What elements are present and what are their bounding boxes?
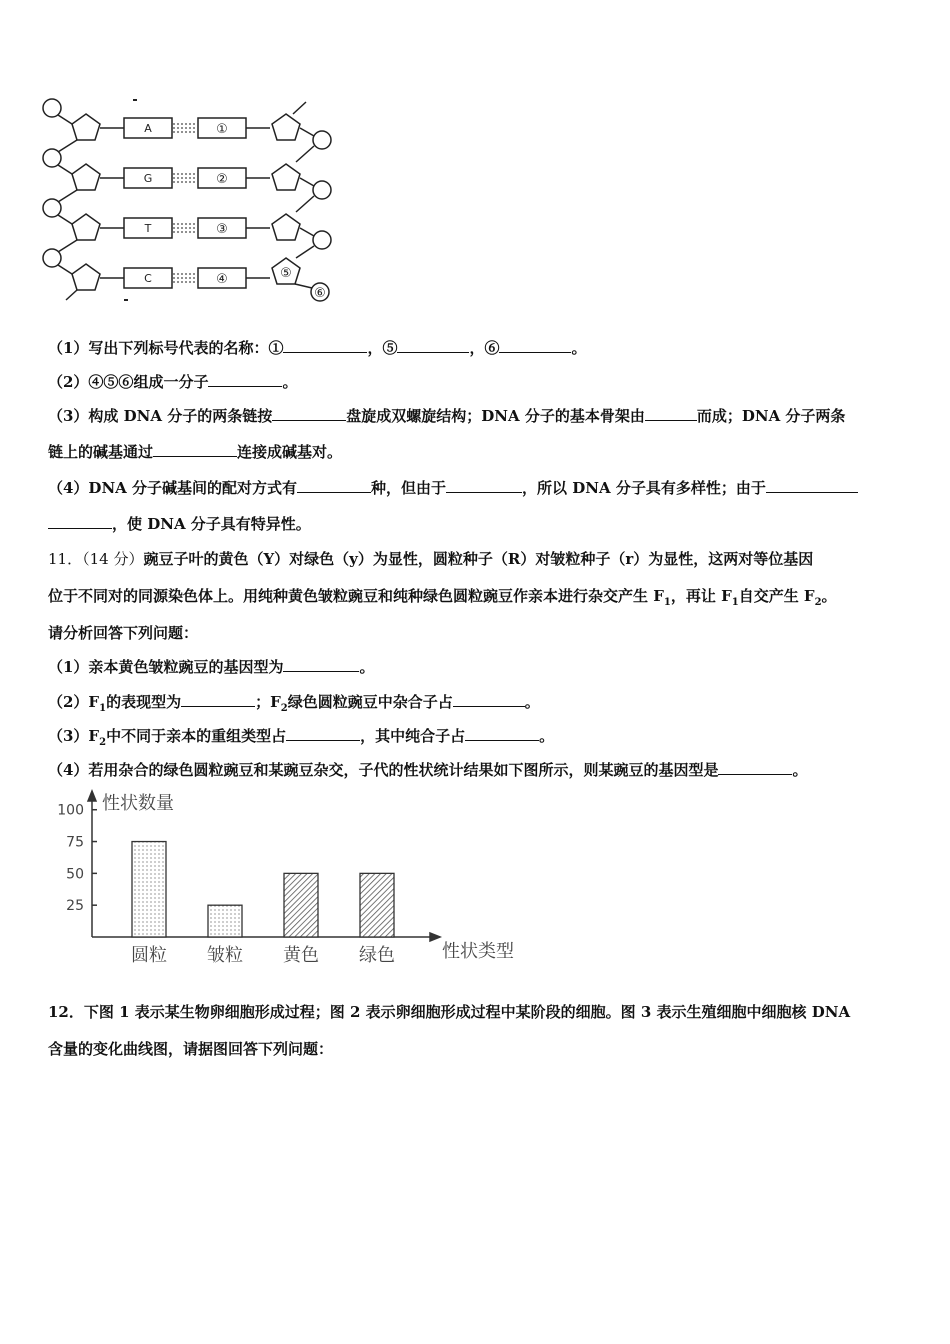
answer-blank[interactable] (283, 338, 367, 353)
answer-blank[interactable] (283, 657, 359, 672)
base-number-label: ③ (216, 222, 228, 237)
y-tick-label: 25 (66, 898, 84, 915)
answer-blank[interactable] (181, 692, 255, 707)
answer-blank[interactable] (286, 726, 360, 741)
answer-blank[interactable] (208, 372, 282, 387)
base-number-label: ② (216, 172, 228, 187)
answer-blank[interactable] (465, 726, 539, 741)
bar-3 (284, 873, 318, 937)
q11-intro-line2: 位于不同对的同源染色体上。用纯种黄色皱粒豌豆和纯种绿色圆粒豌豆作亲本进行杂交产生 $F_1$，再让 $F_1$自交产生 $F_2$。 (48, 587, 837, 608)
q11-part3: $(3)F_2$中不同于亲本的重组类型占 ，其中纯合子占 。 (48, 727, 555, 748)
x-category-label: 圆粒 (131, 945, 167, 966)
answer-blank[interactable] (499, 338, 571, 353)
q10-part1: （1）写出下列标号代表的名称：① ，⑤ ，⑥ 。 (48, 339, 587, 357)
answer-blank[interactable] (446, 478, 522, 493)
q12-line1: 12．下图 1 表示某生物卵细胞形成过程；图 2 表示卵细胞形成过程中某阶段的细胞。图 3 表示生殖细胞中细胞核 DNA (48, 1003, 851, 1021)
q10-part2: （2）④⑤⑥组成一分子 。 (48, 373, 298, 391)
base-label: C (144, 272, 152, 285)
x-category-label: 皱粒 (207, 945, 243, 966)
q11-part2: $(2)F_1$的表现型为 ；$F_2$绿色圆粒豌豆中杂合子占 。 (48, 693, 540, 714)
dna-structure-figure (38, 92, 338, 307)
y-tick-label: 100 (57, 802, 84, 819)
q11-part4: （4）若用杂合的绿色圆粒豌豆和某豌豆杂交，子代的性状统计结果如下图所示，则某豌豆的基因型是 。 (48, 761, 808, 779)
q11-intro-line1: 11．（14 分）豌豆子叶的黄色（Y）对绿色（y）为显性，圆粒种子（R）对皱粒种子（r）为显性，这两对等位基因 (48, 550, 814, 568)
answer-blank[interactable] (397, 338, 469, 353)
x-axis-arrow (430, 933, 440, 941)
base-label: T (144, 222, 152, 235)
answer-blank[interactable] (297, 478, 371, 493)
y-axis-label: 性状数量 (102, 793, 174, 814)
q10-part4: （4）DNA 分子碱基间的配对方式有 种，但由于 ，所以 DNA 分子具有多样性；由于 (48, 477, 858, 498)
q12-line2: 含量的变化曲线图，请据图回答下列问题： (48, 1040, 334, 1058)
q10-part4-cont: ，使 DNA 分子具有特异性。 (48, 513, 311, 534)
q11-intro-line3: 请分析回答下列问题： (48, 624, 199, 642)
answer-blank[interactable] (645, 406, 697, 421)
y-tick-label: 75 (66, 834, 84, 851)
base-number-label: ① (216, 122, 228, 137)
base-label: G (143, 172, 153, 185)
x-category-label: 绿色 (359, 945, 395, 966)
answer-blank[interactable] (48, 514, 112, 529)
bar-1 (132, 842, 166, 937)
answer-blank[interactable] (766, 478, 858, 493)
base-label: A (144, 122, 152, 135)
q10-part3: （3）构成 DNA 分子的两条链按 盘旋成双螺旋结构；DNA 分子的基本骨架由 而成；DNA 分子两条 (48, 407, 846, 425)
y-axis-arrow (88, 791, 96, 801)
phosphate-label: ⑥ (314, 286, 326, 301)
answer-blank[interactable] (153, 442, 237, 457)
bar-2 (208, 905, 242, 937)
answer-blank[interactable] (718, 760, 792, 775)
q11-part1: （1）亲本黄色皱粒豌豆的基因型为 。 (48, 658, 375, 676)
pentose-label: ⑤ (280, 266, 292, 281)
y-tick-label: 50 (66, 866, 84, 883)
q10-part3-cont: 链上的碱基通过 连接成碱基对。 (48, 443, 343, 461)
x-axis-label: 性状类型 (442, 941, 514, 962)
trait-bar-chart (50, 785, 550, 970)
bar-4 (360, 873, 394, 937)
answer-blank[interactable] (272, 406, 346, 421)
answer-blank[interactable] (453, 692, 525, 707)
x-category-label: 黄色 (283, 945, 319, 966)
base-number-label: ④ (216, 272, 228, 287)
